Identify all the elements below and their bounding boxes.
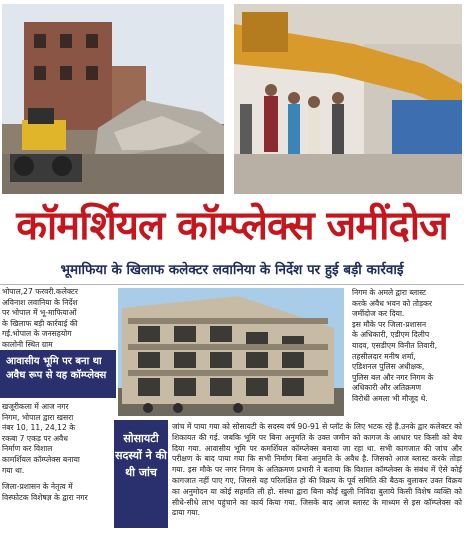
body-text: जांच में पाया गया को सोसायटी के सदस्य वर्ष 90-91 से प्लॉट के लिए भटक रहे है.उनके द्वार कलेक्टर को शिकायत की गई. जबकि भूमि पर बिना अनुमति के उक्त जमीन को कागज के आधार पर किसी को बेच दिया गया. आवासीय भूमि पर कमर्शियल कॉम्प्लेक्स बनाया जा रहा था. सभी कागजात की जांच और परीक्षण के बाद पाया गया कि सभी निर्माण बिना अनुमति के अवैध है. जिसको आज ब्लास्ट करके तोड़ा गया. इस मौके पर नगर निगम के अतिक्रमण प्रभारी ने बताया कि विशाल कॉम्प्लेक्स के संबंध में ऐसे कोई कागजात नहीं पाए गए, जिससे यह परिलक्षित हो की विक्रय के पूर्व समिति की बैठक बुलाकर उक्त विक्रय का अनुमोदन या कोई सहमति ली हो. संस्था द्वारा बिना कोई खुली निविदा बुलाये किसी विशेष व्यक्ति को सीधे-सीधे लाभ पहुंचाने का कार्य किया गया. जिसके बाद आज ब्लास्ट के माध्यम से इस कॉम्प्लेक्स को ढाया गया. xyxy=(172,422,462,518)
text-line: गया था. xyxy=(2,465,25,475)
photo-complex-building xyxy=(118,288,344,416)
right-column-text xyxy=(352,288,460,405)
text-line: निगम, भोपाल द्वारा खसरा xyxy=(2,412,74,422)
subheading-box: सोसायटी सदस्यों ने की थी जांच xyxy=(114,420,168,528)
text-line: करके अवैध भवन को तोड़कर xyxy=(352,298,432,308)
text-line: भोपाल,27 फरवरी.कलेक्टर xyxy=(2,287,78,296)
text-line: के अधिकारी, एडीएम दिलीप xyxy=(352,330,430,340)
text-line: पर भोपाल में भू-माफियाओं xyxy=(2,308,77,318)
text-line: पुलिस बल और नगर निगम के xyxy=(352,372,434,382)
subheadline: भूमाफिया के खिलाफ कलेक्टर लवानिया के निर्देश पर हुई बड़ी कार्रवाई xyxy=(60,262,404,278)
text-line: जमींदोज कर दिया. xyxy=(352,309,405,319)
text-line: विरोधी अमला भी मौजूद थे. xyxy=(352,393,428,403)
divider-top xyxy=(0,284,464,285)
text-line: एडिशनल पुलिस अधीक्षक, xyxy=(352,362,425,372)
photo-demolition-crew xyxy=(234,4,462,194)
text-line: तहसीलदार मनीष शर्मा, xyxy=(352,351,416,361)
text-line: जिला-प्रशासन के नेतृत्व में xyxy=(2,482,73,492)
text-line: अविनाश लवानिया के निर्देश xyxy=(2,297,78,307)
text-line: इस मौके पर जिला-प्रशासन xyxy=(352,319,427,329)
left-column-lower-text xyxy=(2,402,110,503)
text-line: विस्फोटक विशेषज्ञ के द्वारा नगर xyxy=(2,492,88,502)
text-line: रकबा 7 एकड़ पर अवैध xyxy=(2,433,68,443)
photo-demolished-building xyxy=(2,4,224,194)
text-line: यादव, एसडीएम विनीत तिवारी, xyxy=(352,340,438,350)
text-line: नंबर 10, 11, 24,12 के xyxy=(2,423,76,433)
text-line: खजूरीकला में आज नगर xyxy=(2,402,69,411)
text-line: कालोनी स्थित ग्राम xyxy=(2,339,53,349)
text-line: अधिकारी और अतिक्रमण xyxy=(352,383,421,393)
callout-box: आवासीय भूमि पर बना था अवैध रूप से यह कॉम्प्लेक्स xyxy=(0,350,116,398)
text-line: निगम के अमले द्वारा ब्लास्ट xyxy=(352,288,426,297)
text-line: कामर्शियल कॉम्प्लेक्स बनाया xyxy=(2,454,80,464)
text-line: के खिलाफ बड़ी कार्रवाई की xyxy=(2,318,78,328)
left-column-text xyxy=(2,287,114,351)
text-line: गई.भोपाल के जनसहयोग xyxy=(2,329,72,339)
headline: कॉमर्शियल कॉम्प्लेक्स जमींदोज xyxy=(16,203,448,249)
text-line: निर्माण कर विशाल xyxy=(2,444,53,454)
